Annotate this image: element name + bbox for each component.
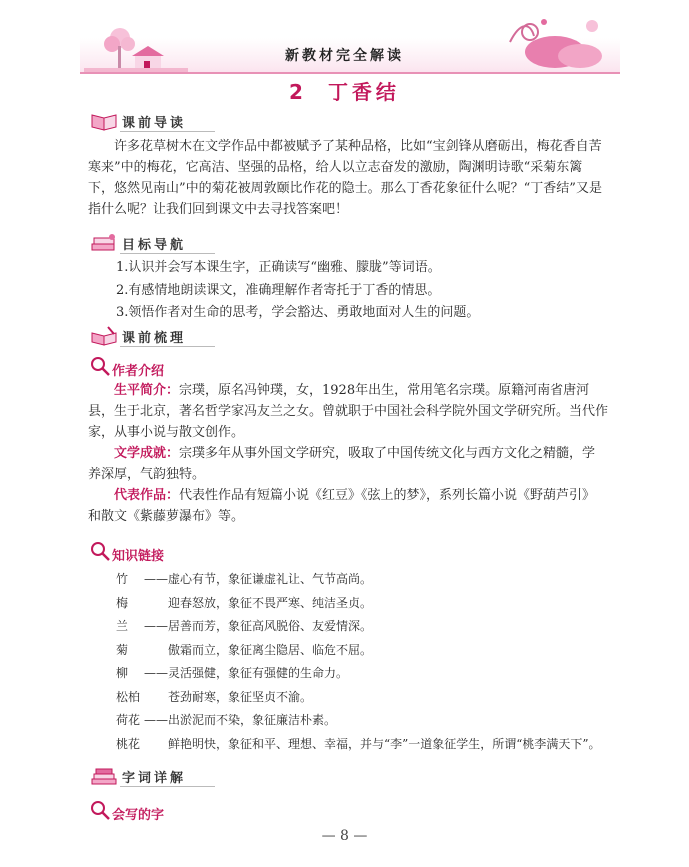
book-stack-icon bbox=[90, 765, 118, 787]
bio-text: 宗璞，原名冯钟璞，女，1928年出生，常用笔名宗璞。原籍河南省唐河县，生于北京，著名哲学家冯友兰之女。曾就职于中国社会科学院外国文学研究所。当代作家，从事小说与散文创作。 bbox=[88, 383, 609, 440]
pen-book-icon bbox=[90, 325, 118, 347]
works-text: 代表性作品有短篇小说《红豆》《弦上的梦》，系列长篇小说《野葫芦引》和散文《紫藤萝瀑布》等。 bbox=[88, 488, 596, 524]
magnifier-icon bbox=[90, 541, 112, 563]
section-underline bbox=[120, 131, 215, 132]
goals-list bbox=[116, 257, 616, 325]
section-underline bbox=[120, 253, 215, 254]
goal-item: 3.领悟作者对生命的思考，学会豁达、勇敢地面对人生的问题。 bbox=[116, 305, 480, 320]
page-header bbox=[0, 0, 689, 80]
flower-item: 菊 傲霜而立，象征离尘隐居、临危不屈。 bbox=[116, 642, 373, 657]
flower-item: 兰 ——居善而芳，象征高风脱俗、友爱情深。 bbox=[116, 619, 373, 633]
section-label: 课前梳理 bbox=[122, 331, 187, 346]
works-label: 代表作品： bbox=[114, 488, 180, 503]
author-bio bbox=[88, 380, 608, 443]
section-label: 目标导航 bbox=[122, 238, 187, 253]
write-chars-heading: 会写的字 bbox=[112, 808, 165, 823]
author-section bbox=[88, 380, 608, 527]
flower-item: 柳 ——灵活强健，象征有强健的生命力。 bbox=[116, 666, 349, 680]
intro-paragraph bbox=[88, 136, 608, 220]
flower-item: 荷花 ——出淤泥而不染，象征廉洁朴素。 bbox=[116, 713, 337, 727]
flower-item: 梅 迎春怒放，象征不畏严寒、纯洁圣贞。 bbox=[116, 595, 373, 610]
magnifier-icon bbox=[90, 800, 112, 822]
magnifier-icon bbox=[90, 356, 112, 378]
chapter-name: 丁香结 bbox=[327, 80, 400, 104]
section-underline bbox=[120, 346, 215, 347]
author-heading: 作者介绍 bbox=[112, 364, 165, 379]
page-number: — 8 — bbox=[321, 828, 368, 844]
author-style bbox=[88, 443, 608, 485]
section-underline bbox=[120, 786, 215, 787]
style-text: 宗璞多年从事外国文学研究，吸取了中国传统文化与西方文化之精髓，学养深厚，气韵独特。 bbox=[88, 446, 596, 482]
chapter-title bbox=[0, 76, 689, 105]
knowledge-heading: 知识链接 bbox=[112, 549, 165, 564]
section-label: 课前导读 bbox=[122, 116, 187, 131]
flower-symbol-list bbox=[116, 568, 616, 756]
header-title: 新教材完全解读 bbox=[285, 48, 404, 64]
author-works bbox=[88, 485, 608, 527]
book-stack-icon bbox=[90, 232, 118, 254]
flower-item: 竹 ——虚心有节，象征谦虚礼让、气节高尚。 bbox=[116, 572, 373, 586]
goal-item: 2.有感情地朗读课文，准确理解作者寄托于丁香的情思。 bbox=[116, 282, 441, 298]
chapter-number: 2 bbox=[289, 80, 307, 104]
open-book-icon bbox=[90, 110, 118, 132]
flower-item: 桃花 鲜艳明快，象征和平、理想、幸福，并与“李”一道象征学生，所谓“桃李满天下”。 bbox=[116, 736, 601, 751]
intro-text: 许多花草树木在文学作品中都被赋予了某种品格，比如“宝剑锋从磨砺出，梅花香自苦寒来”中的梅花，它高洁、坚强的品格，给人以立志奋发的激励，陶渊明诗歌“采菊东篱下，悠然见南山”中的菊花被周敦颐比作花的隐士。那么丁香花象征什么呢？“丁香结”又是指什么呢？让我们回到课文中去寻找答案吧！ bbox=[88, 139, 602, 217]
flower-item: 松柏 苍劲耐寒，象征坚贞不渝。 bbox=[116, 689, 313, 704]
bio-label: 生平简介： bbox=[114, 383, 180, 398]
goal-item: 1.认识并会写本课生字，正确读写“幽雅、朦胧”等词语。 bbox=[116, 260, 441, 275]
section-label: 字词详解 bbox=[122, 771, 187, 786]
style-label: 文学成就： bbox=[114, 446, 180, 461]
